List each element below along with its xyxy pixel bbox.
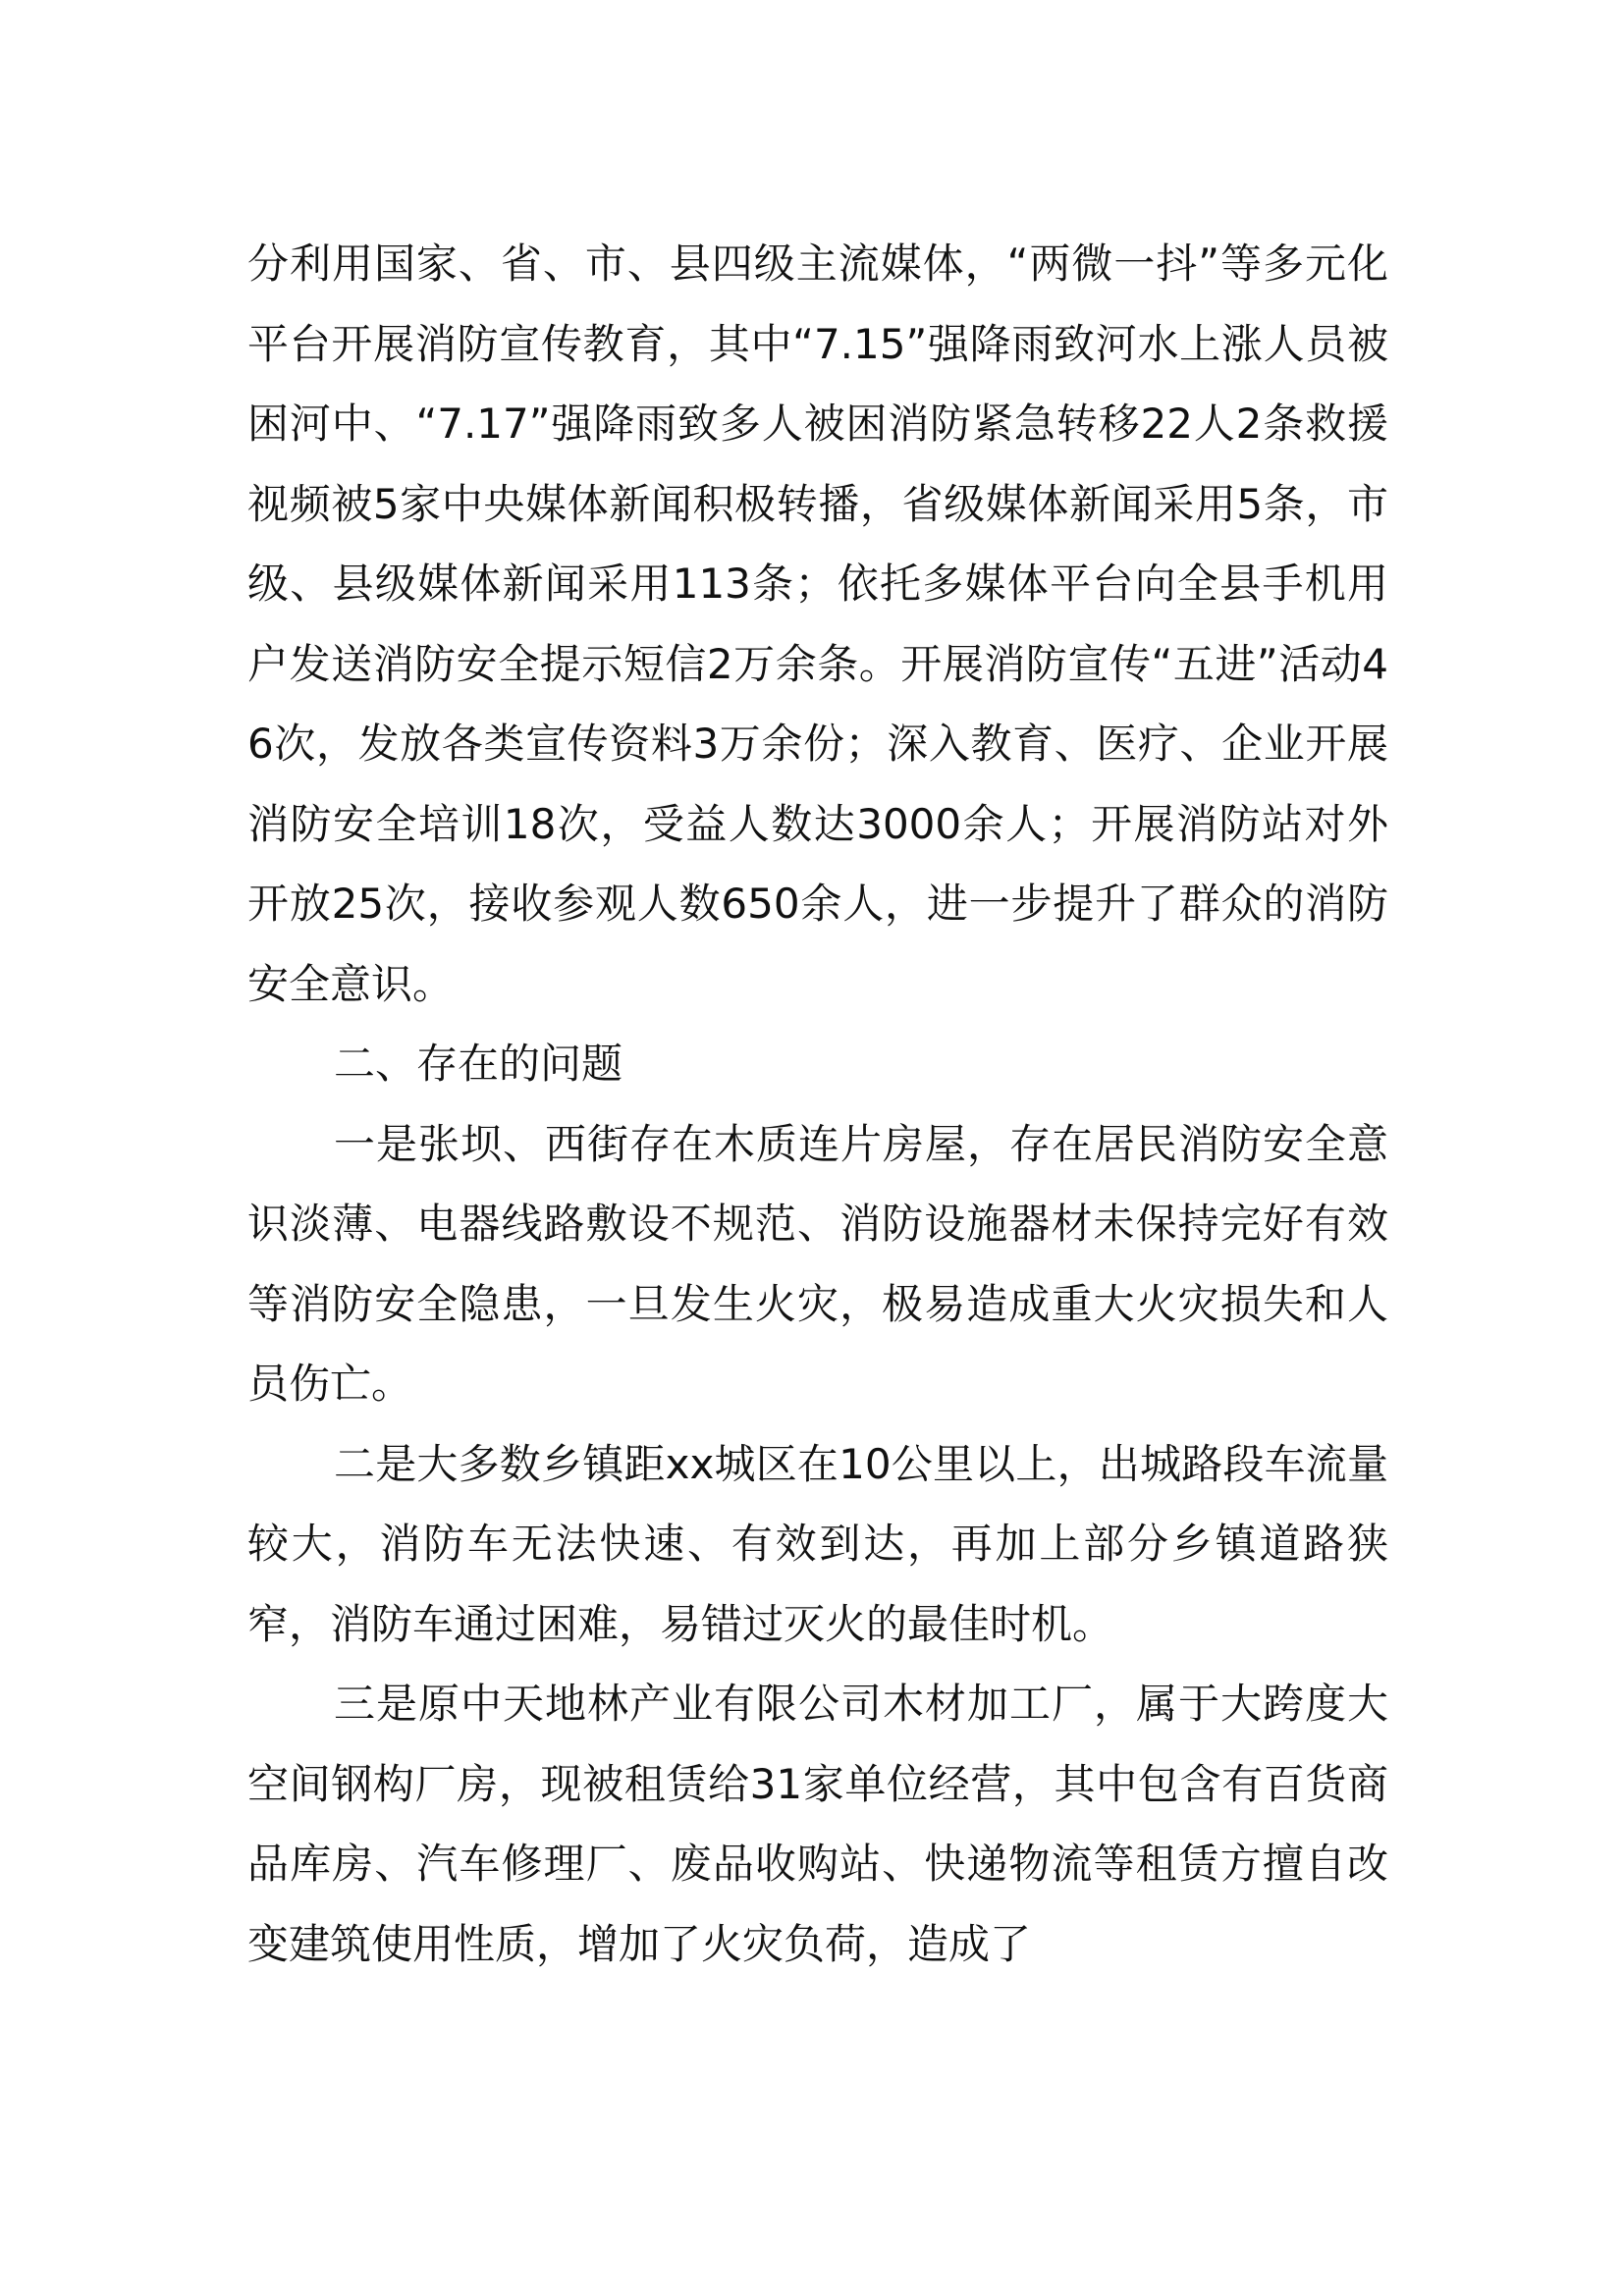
paragraph-problem-three: 三是原中天地林产业有限公司木材加工厂，属于大跨度大空间钢构厂房，现被租赁给31家单位经营，其中包含有百货商品库房、汽车修理厂、废品收购站、快递物流等租赁方擅自改变建筑使用性质，增加了火灾负荷，造成了 [247,1680,1388,1968]
paragraph-publicity-summary: 分利用国家、省、市、县四级主流媒体，“两微一抖”等多元化平台开展消防宣传教育，其中“7.15”强降雨致河水上涨人员被困河中、“7.17”强降雨致多人被困消防紧急转移22人2条救援视频被5家中央媒体新闻积极转播，省级媒体新闻采用5条，市级、县级媒体新闻采用113条；依托多媒体平台向全县手机用户发送消防安全提示短信2万余条。开展消防宣传“五进”活动46次，发放各类宣传资料3万余份；深入教育、医疗、企业开展消防安全培训18次，受益人数达3000余人；开展消防站对外开放25次，接收参观人数650余人，进一步提升了群众的消防安全意识。 [247,240,1388,1008]
paragraph-problem-one: 一是张坝、西街存在木质连片房屋，存在居民消防安全意识淡薄、电器线路敷设不规范、消防设施器材未保持完好有效等消防安全隐患，一旦发生火灾，极易造成重大火灾损失和人员伤亡。 [247,1119,1388,1408]
section-heading-existing-problems: 二、存在的问题 [334,1040,623,1088]
paragraph-problem-two: 二是大多数乡镇距xx城区在10公里以上，出城路段车流量较大，消防车无法快速、有效到达，再加上部分乡镇道路狭窄，消防车通过困难，易错过灭火的最佳时机。 [247,1439,1388,1648]
document-body [247,224,1388,1984]
